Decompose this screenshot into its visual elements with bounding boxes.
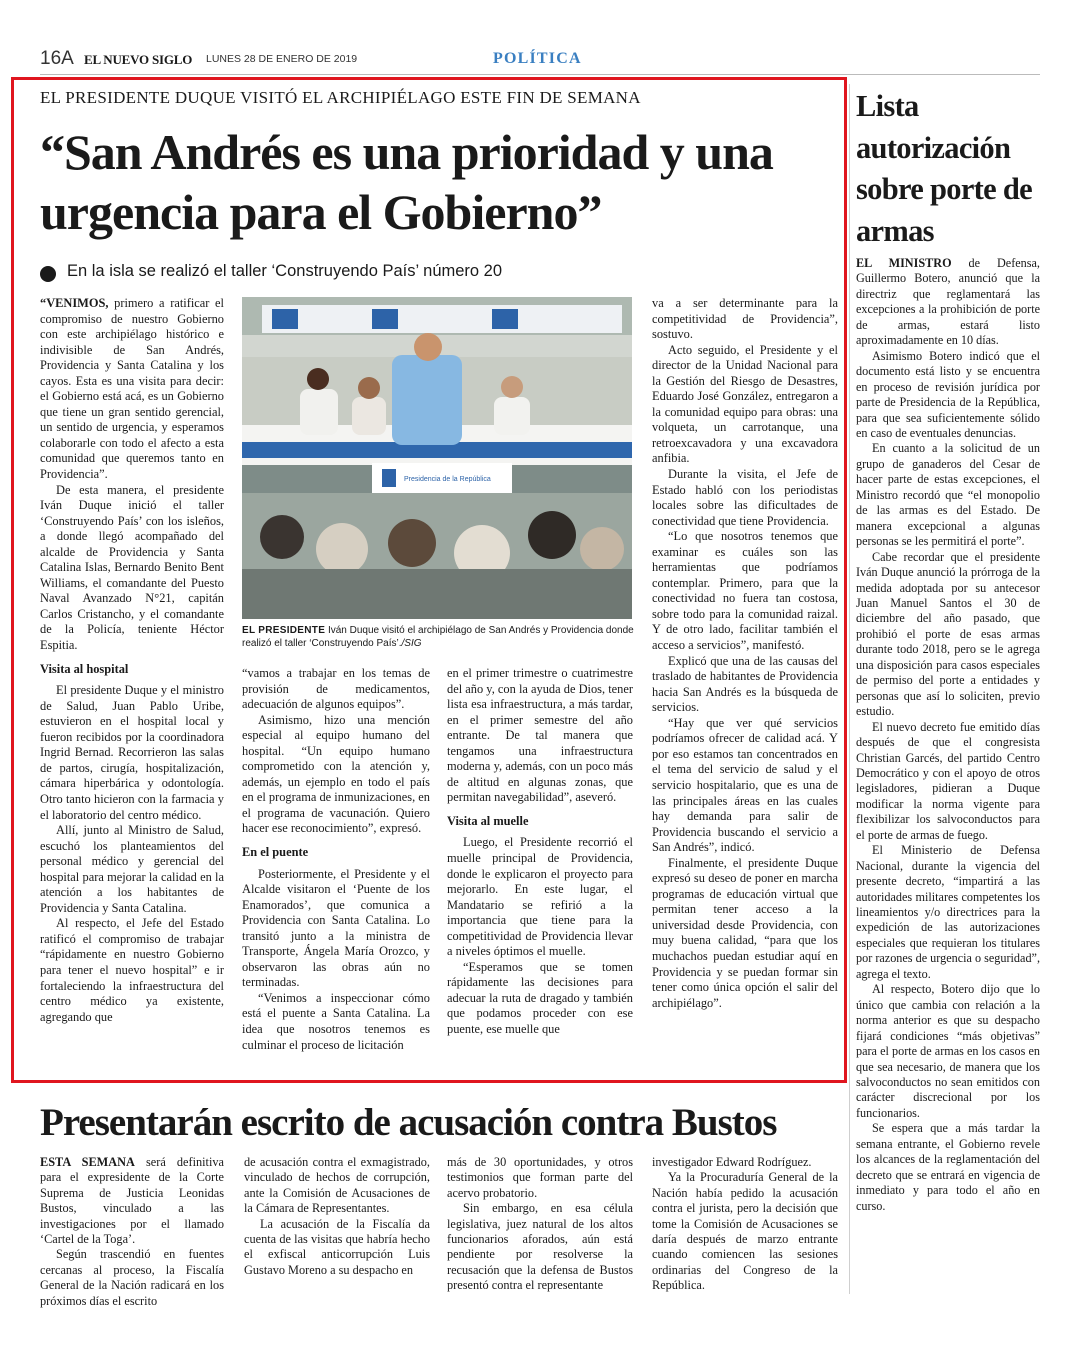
article-paragraph: de acusación contra el exmagistrado, vinculado de hechos de corrupción, ante la Comisión de Acusaciones de la Cámara de Representantes. [244, 1155, 430, 1216]
article-paragraph: Asimismo, hizo una mención especial al equipo humano del hospital. “Un equipo humano comprometido con la atención y, además, un ejemplo en todo el país en el programa de inmunizaciones, en el programa de vacunación. Quiero hacer ese reconocimiento”, expresó. [242, 712, 430, 836]
article-paragraph: “Esperamos que se tomen rápidamente las decisiones para adecuar la ruta de dragado y también que podamos proceder con ese puente, ese muelle que [447, 959, 633, 1037]
article-paragraph: investigador Edward Rodríguez. [652, 1155, 812, 1169]
sidebar-article-headline: Lista autorización sobre porte de armas [856, 89, 1032, 248]
article-paragraph: va a ser determinante para la competitividad de Providencia”, sostuvo. [652, 296, 838, 342]
article-paragraph: “Venimos a inspeccionar cómo está el puente a Santa Catalina. La idea que nosotros tenemos es culminar el proceso de licitación [242, 990, 430, 1052]
article-paragraph: La acusación de la Fiscalía da cuenta de las visitas que habría hecho el exfiscal anticorrupción Luis Gustavo Moreno a su despacho en [244, 1216, 430, 1277]
article-paragraph: El Ministerio de Defensa Nacional, durante la vigencia del presente decreto, “impartirá a las autoridades militares competentes los lineamientos y/o directrices para la expedición de las autorizaciones especiales que requieran los titulares por razones de urgencia o seguridad”, agrega el texto. [856, 843, 1040, 981]
article-paragraph: Ya la Procuraduría General de la Nación había pedido la acusación contra el jurista, pero la decisión que tome la Comisión de Acusaciones se daría después de marzo entrante cuando comiencen las sesiones ordinarias del Congreso de la República. [652, 1170, 838, 1293]
article-paragraph: Posteriormente, el Presidente y el Alcalde visitaron el ‘Puente de los Enamorados’, que comunica a Providencia con Santa Catalina. Lo transitó junto a la ministra de Transporte, Ángela María Orozco, y observaron las obras aún no terminadas. [242, 866, 430, 990]
article-paragraph: más de 30 oportunidades, y otros testimonios que forman parte del acervo probatorio. [447, 1155, 633, 1200]
article-paragraph: Finalmente, el presidente Duque expresó su deseo de poner en marcha programas de educación virtual que permitan tener acceso a la universidad desde Providencia, con muy buena calidad, “para que los muchachos puedan estudiar aquí en Providencia y se puedan formar sin tener como única opción el salir del archipiélago”. [652, 855, 838, 1010]
article-paragraph: “VENIMOS, primero a ratificar el compromiso de nuestro Gobierno con este archipiélago histórico e indivisible de San Andrés, Providencia y Santa Catalina y los cayos. Esta es una visita para decir: el Gobierno está acá, es un Gobierno que tiene un gran sentido gerencial, un sentido de urgencia, y esperamos colaborarle con todo el afecto a esta comunidad que queremos tanto en Providencia”. [40, 296, 224, 482]
article-paragraph: “Lo que nosotros tenemos que examinar es cuáles son las herramientas que podríamos contemplar. Primero, para que la conectividad no fuera tan costosa, sobre todo para la comunidad raizal. Y de otro lado, facilitar también el acceso a servicios”, manifestó. [652, 529, 838, 653]
article-column-2 [242, 666, 430, 1053]
bottom-column-4 [652, 1155, 838, 1294]
page-number: 16A [40, 48, 74, 69]
article-paragraph: Al respecto, Botero dijo que lo único que cambia con relación a la norma anterior es que su despacho fijará condiciones “más objetivas” para el porte de armas en los casos en que sea necesario, de manera que los salvoconductos no sean emitidos con carácter discrecional por los funcionarios. [856, 982, 1040, 1120]
article-column-1 [40, 296, 224, 1025]
article-paragraph: Explicó que una de las causas del traslado de habitantes de Providencia hacia San Andrés es la búsqueda de servicios. [652, 653, 838, 715]
bullet-icon [40, 266, 56, 282]
section-heading: En el puente [242, 845, 309, 860]
article-column-3 [447, 666, 633, 1038]
article-paragraph: Al respecto, el Jefe del Estado ratificó el compromiso de trabajar “rápidamente en nuestro Gobierno para tener el nuevo hospital” e ir fortaleciendo la infraestructura del centro médico ya existente, agregando que [40, 916, 224, 1024]
lead-word: ESTA SEMANA [40, 1155, 135, 1169]
bottom-article-headline: Presentarán escrito de acusación contra Bustos [40, 1101, 777, 1144]
article-paragraph: Se espera que a más tardar la semana entrante, el Gobierno revele los alcances de la reglamentación del decreto que se entrará en vigencia de inmediato y para todo el año en curso. [856, 1121, 1040, 1213]
article-paragraph: Asimismo Botero indicó que el documento está listo y se encuentra en proceso de revisión jurídica por parte de Presidencia de la República, para que sea suficientemente sólido en caso de eventuales denuncias. [856, 348, 1040, 440]
article-paragraph: Según trascendió en fuentes cercanas al proceso, la Fiscalía General de la Nación radicará en los próximos días el escrito [40, 1247, 224, 1308]
article-paragraph: Acto seguido, el Presidente y el director de la Unidad Nacional para la Gestión del Riesgo de Desastres, Eduardo José González, entregaron a la comunidad equipo para obras: una volqueta, un carrotanque, una retroexcavadora y una excavadora anfibia. [652, 342, 838, 466]
article-paragraph: El nuevo decreto fue emitido días después de que el congresista Christian Garcés, del partido Centro Democrático y con el apoyo de otros legisladores, pidieran a Duque modificar la norma vigente para flexibilizar los salvoconductos para el porte de armas de fuego. [856, 719, 1040, 842]
sidebar-divider [849, 84, 850, 1294]
article-paragraph: EL MINISTRO de Defensa, Guillermo Botero, anunció que la directriz que reglamentará las excepciones a la prohibición de porte de armas, estará listo aproximadamente en 10 días. [856, 256, 1040, 348]
article-paragraph: en el primer trimestre o cuatrimestre del año y, con la ayuda de Dios, tener lista esa infraestructura, a más tardar, en el primer semestre del año entrante. De tal manera que tengamos una infraestructura moderna y, además, con un poco más de altitud en algunas zonas, que permitan navegabilidad”, aseveró. [447, 666, 633, 805]
article-paragraph: “Hay que ver qué servicios podríamos ofrecer de calidad acá. Y por eso estamos tan concentrados en el tema del servicio de salud y el servicio hospitalario, que es una de las principales áreas en las cuales hay demanda para salir de Providencia buscando el servicio a San Andrés”, indicó. [652, 715, 838, 855]
sidebar-article-body [856, 256, 1040, 1214]
table-sign-text: Presidencia de la República [404, 476, 491, 483]
bottom-column-1 [40, 1155, 224, 1309]
article-headline: “San Andrés es una prioridad y una urgencia para el Gobierno” [40, 124, 773, 240]
article-kicker: EL PRESIDENTE DUQUE VISITÓ EL ARCHIPIÉLAGO ESTE FIN DE SEMANA [40, 88, 641, 107]
bottom-column-3 [447, 1155, 633, 1294]
newspaper-name: EL NUEVO SIGLO [84, 52, 193, 67]
section-heading: Visita al muelle [447, 813, 529, 828]
section-heading: Visita al hospital [40, 661, 129, 676]
photo-credit: /SIG [401, 638, 422, 649]
article-paragraph: Cabe recordar que el presidente Iván Duque anunció la prórroga de la medida adoptada por su antecesor Juan Manuel Santos el 30 de diciembre del año pasado, que prohibió el porte de esas armas durante todo 2018, pero se le agrega una disposición para casos especiales de permiso del porte a entidades y personas que así lo soliciten, previo estudio. [856, 549, 1040, 719]
header-divider [40, 74, 1040, 75]
caption-lead: EL PRESIDENTE [242, 625, 326, 636]
bottom-column-2 [244, 1155, 430, 1278]
article-paragraph: De esta manera, el presidente Iván Duque inició el taller ‘Construyendo País’ con los isleños, a donde llegó acompañado del alcalde de Providencia y Santa Catalina Islas, Bernardo Benito Bent Williams, el comandante del Puesto Naval Avanzado N°21, capitán Carlos Cristancho, y el comandante de la Policía, teniente Héctor Espitia. [40, 482, 224, 653]
photo-caption: EL PRESIDENTE Iván Duque visitó el archipiélago de San Andrés y Providencia donde realizó el taller ‘Construyendo País’./SIG [242, 625, 634, 649]
article-paragraph: Allí, junto al Ministro de Salud, escuchó los planteamientos del personal médico y gerencial del hospital para mejorar la calidad en la atención a los habitantes de Providencia y Santa Catalina. [40, 823, 224, 915]
article-paragraph: Sin embargo, en esa célula legislativa, juez natural de los altos funcionarios aforados, aún está pendiente por resolverse la recusación que la defensa de Bustos presentó contra el representante [447, 1201, 633, 1293]
article-paragraph: El presidente Duque y el ministro de Salud, Juan Pablo Uribe, estuvieron en el hospital local y fueron recibidos por la coordinadora Ingrid Bernad. Recorrieron las salas de partos, cirugía, hospitalización, cámara hiperbárica y odontología. Otro tanto hicieron con la farmacia y el laboratorio del centro médico. [40, 683, 224, 822]
subhead-text: En la isla se realizó el taller ‘Construyendo País’ número 20 [67, 262, 503, 280]
article-paragraph: Luego, el Presidente recorrió el muelle principal de Providencia, donde le explicaron el proyecto para mejorarlo. En este lugar, el Mandatario se refirió a la importancia que tiene para la competitividad de Providencia llevar a niveles óptimos el muelle. [447, 835, 633, 959]
lead-word: “VENIMOS, [40, 296, 109, 310]
article-column-4 [652, 296, 838, 1011]
lead-word: EL MINISTRO [856, 256, 952, 270]
section-label: POLÍTICA [493, 50, 582, 67]
page-header [40, 44, 1040, 74]
article-paragraph: ESTA SEMANA será definitiva para el expresidente de la Corte Suprema de Justicia Leonidas Bustos, vinculado a las investigaciones por el llamado ‘Cartel de la Toga’. [40, 1155, 224, 1247]
article-photo [242, 297, 632, 619]
article-paragraph: En cuanto a la solicitud de un grupo de ganaderos del Cesar de hacer parte de estas excepciones, el Ministro recordó que “el monopolio de las armas es del Estado. De manera excepcional a algunas personas se les permitirá el porte”. [856, 441, 1040, 549]
article-paragraph: “vamos a trabajar en los temas de provisión de medicamentos, adecuación de algunos equipos”. [242, 666, 430, 712]
article-paragraph: Durante la visita, el Jefe de Estado habló con los periodistas locales sobre las dificultades de conectividad que tiene Providencia. [652, 467, 838, 528]
issue-date: LUNES 28 DE ENERO DE 2019 [206, 53, 358, 65]
